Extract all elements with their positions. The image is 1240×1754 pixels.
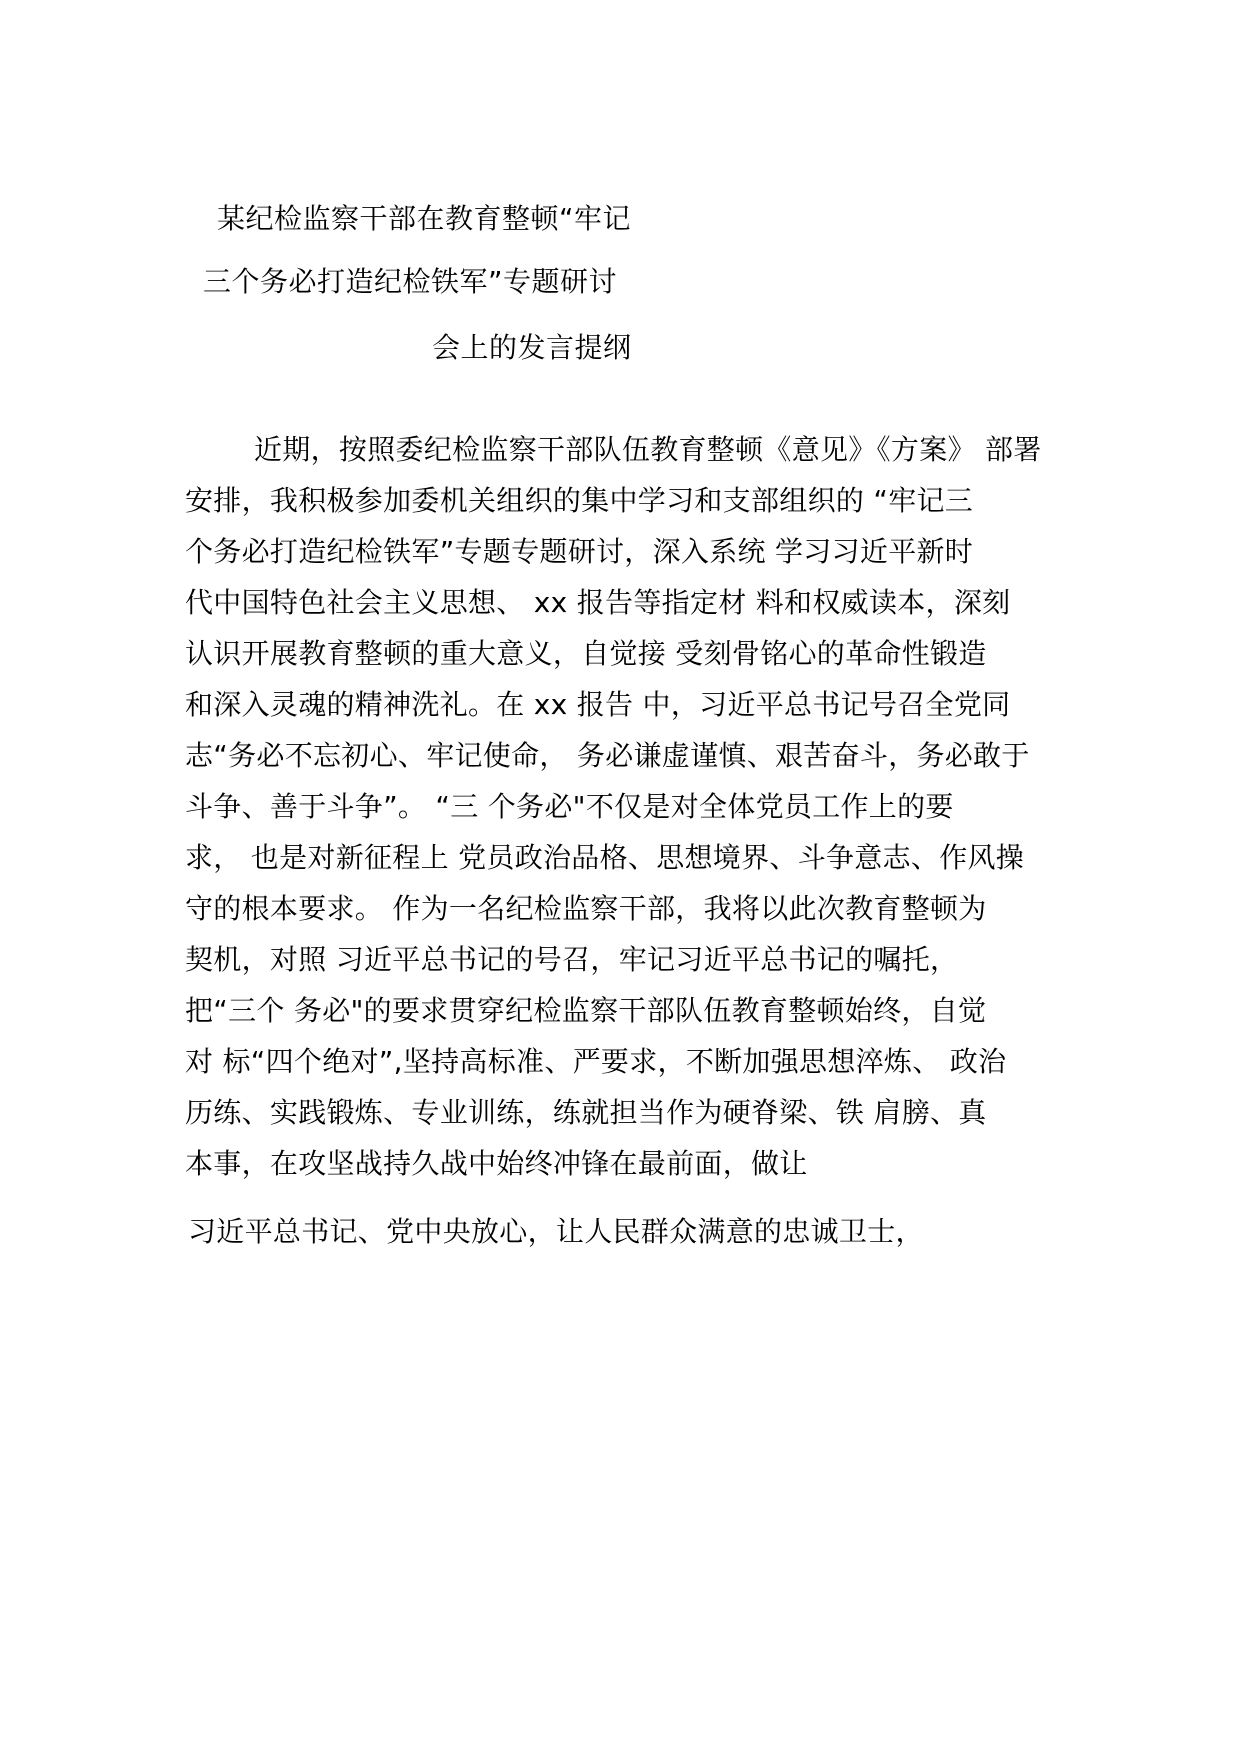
- body-line-6: 和深入灵魂的精神洗礼。在 xx 报告 中，习近平总书记号召全党同: [185, 688, 1011, 721]
- body-line-15: 本事，在攻坚战持久战中始终冲锋在最前面，做让: [185, 1147, 808, 1180]
- body-line-11: 契机，对照 习近平总书记的号召，牢记习近平总书记的嘱托，: [185, 943, 959, 976]
- body-line-13: 对 标“四个绝对”,坚持高标准、严要求，不断加强思想淬炼、 政治: [185, 1045, 1007, 1078]
- body-line-8: 斗争、善于斗争”。 “三 个务必"不仅是对全体党员工作上的要: [185, 790, 954, 823]
- body-line-3: 个务必打造纪检铁军”专题专题研讨，深入系统 学习习近平新时: [185, 535, 974, 568]
- body-line-2: 安排，我积极参加委机关组织的集中学习和支部组织的 “牢记三: [185, 484, 974, 517]
- body-line-14: 历练、实践锻炼、专业训练，练就担当作为硬脊梁、铁 肩膀、真: [185, 1096, 987, 1129]
- body-line-5: 认识开展教育整顿的重大意义，自觉接 受刻骨铭心的革命性锻造: [185, 637, 987, 670]
- document-title-line-2: 三个务必打造纪检铁军”专题研讨: [203, 265, 618, 298]
- body-line-10: 守的根本要求。 作为一名纪检监察干部，我将以此次教育整顿为: [185, 892, 987, 925]
- body-line-9: 求， 也是对新征程上 党员政治品格、思想境界、斗争意志、作风操: [185, 841, 1025, 874]
- body-line-12: 把“三个 务必"的要求贯穿纪检监察干部队伍教育整顿始终，自觉: [185, 994, 987, 1027]
- body-line-16: 习近平总书记、党中央放心，让人民群众满意的忠诚卫士，: [188, 1215, 924, 1248]
- body-line-7: 志“务必不忘初心、牢记使命， 务必谦虚谨慎、艰苦奋斗，务必敢于: [185, 739, 1030, 772]
- document-title-line-3: 会上的发言提纲: [432, 331, 632, 364]
- document-title-line-1: 某纪检监察干部在教育整顿“牢记: [217, 202, 632, 235]
- body-line-4: 代中国特色社会主义思想、 xx 报告等指定材 料和权威读本，深刻: [185, 586, 1011, 619]
- body-line-1: 近期，按照委纪检监察干部队伍教育整顿《意见》《方案》 部署: [254, 433, 1042, 466]
